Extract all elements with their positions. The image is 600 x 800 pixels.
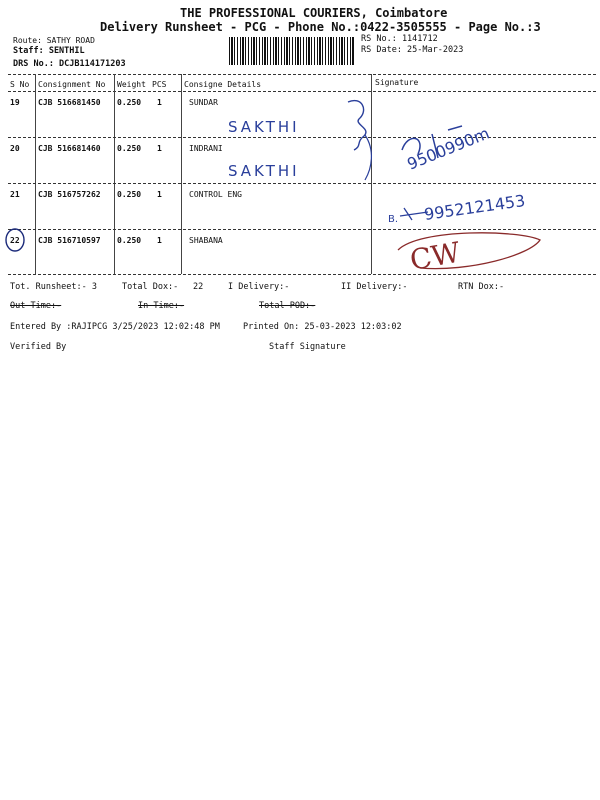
total-dox-value: 22 [193, 282, 204, 292]
row-consignee: SHABANA [189, 236, 223, 245]
row-sno: 22 [10, 236, 20, 245]
total-runsheet: Tot. Runsheet:- 3 [10, 282, 97, 292]
drs-number: DRS No.: DCJB114171203 [13, 59, 126, 69]
col-header-weight: Weight [117, 80, 146, 89]
route-label: Route: SATHY ROAD [13, 36, 95, 45]
handwritten-sakthi: SAKTHI [228, 162, 300, 180]
row-consignment: CJB 516681450 [38, 98, 101, 107]
row-circle-mark [6, 229, 24, 251]
row-weight: 0.250 [117, 236, 142, 245]
col-header-consignment: Consignment No [38, 80, 106, 89]
printed-on: Printed On: 25-03-2023 12:03:02 [243, 322, 402, 332]
row-sno: 21 [10, 190, 20, 199]
signature-squiggle [348, 101, 366, 150]
i-delivery: I Delivery:- [228, 282, 290, 292]
entered-by: Entered By :RAJIPCG 3/25/2023 12:02:48 PM [10, 322, 220, 332]
row-pcs: 1 [157, 144, 162, 153]
ii-delivery: II Delivery:- [341, 282, 408, 292]
company-title: THE PROFESSIONAL COURIERS, Coimbatore [180, 6, 448, 20]
in-time: In Time:- [138, 301, 185, 311]
row-consignment: CJB 516681460 [38, 144, 101, 153]
total-dox-label: Total Dox:- [122, 282, 179, 292]
rs-date: RS Date: 25-Mar-2023 [361, 45, 464, 55]
row-sno: 20 [10, 144, 20, 153]
row-consignee: INDRANI [189, 144, 223, 153]
row-consignee: SUNDAR [189, 98, 218, 107]
col-header-consignee: Consigne Details [184, 80, 262, 89]
row-weight: 0.250 [117, 190, 142, 199]
out-time: Out Time:- [10, 301, 62, 311]
staff-label: Staff: SENTHIL [13, 46, 85, 56]
row-weight: 0.250 [117, 144, 142, 153]
row-consignment: CJB 516710597 [38, 236, 101, 245]
row-consignee: CONTROL ENG [189, 190, 242, 199]
row-pcs: 1 [157, 190, 162, 199]
handwritten-prefix: B. [388, 214, 399, 225]
row-consignment: CJB 516757262 [38, 190, 101, 199]
total-pod: Total POD:- [259, 301, 316, 311]
col-header-signature: Signature [375, 78, 419, 87]
staff-signature: Staff Signature [269, 342, 346, 352]
handwritten-initials: CW [407, 235, 463, 277]
runsheet-subtitle: Delivery Runsheet - PCG - Phone No.:0422-3505555 - Page No.:3 [100, 20, 541, 34]
row-weight: 0.250 [117, 98, 142, 107]
signature-stroke [365, 135, 371, 180]
row-sno: 19 [10, 98, 20, 107]
rs-number: RS No.: 1141712 [361, 34, 438, 44]
handwritten-phone: 9952121453 [422, 190, 527, 224]
verified-by: Verified By [10, 342, 67, 352]
handwritten-sakthi: SAKTHI [228, 118, 300, 136]
handwritten-phone: 9500990m [404, 123, 493, 174]
row-pcs: 1 [157, 98, 162, 107]
col-header-pcs: PCS [152, 80, 167, 89]
col-header-sno: S No [10, 80, 30, 89]
rtn-dox: RTN Dox:- [458, 282, 505, 292]
row-pcs: 1 [157, 236, 162, 245]
